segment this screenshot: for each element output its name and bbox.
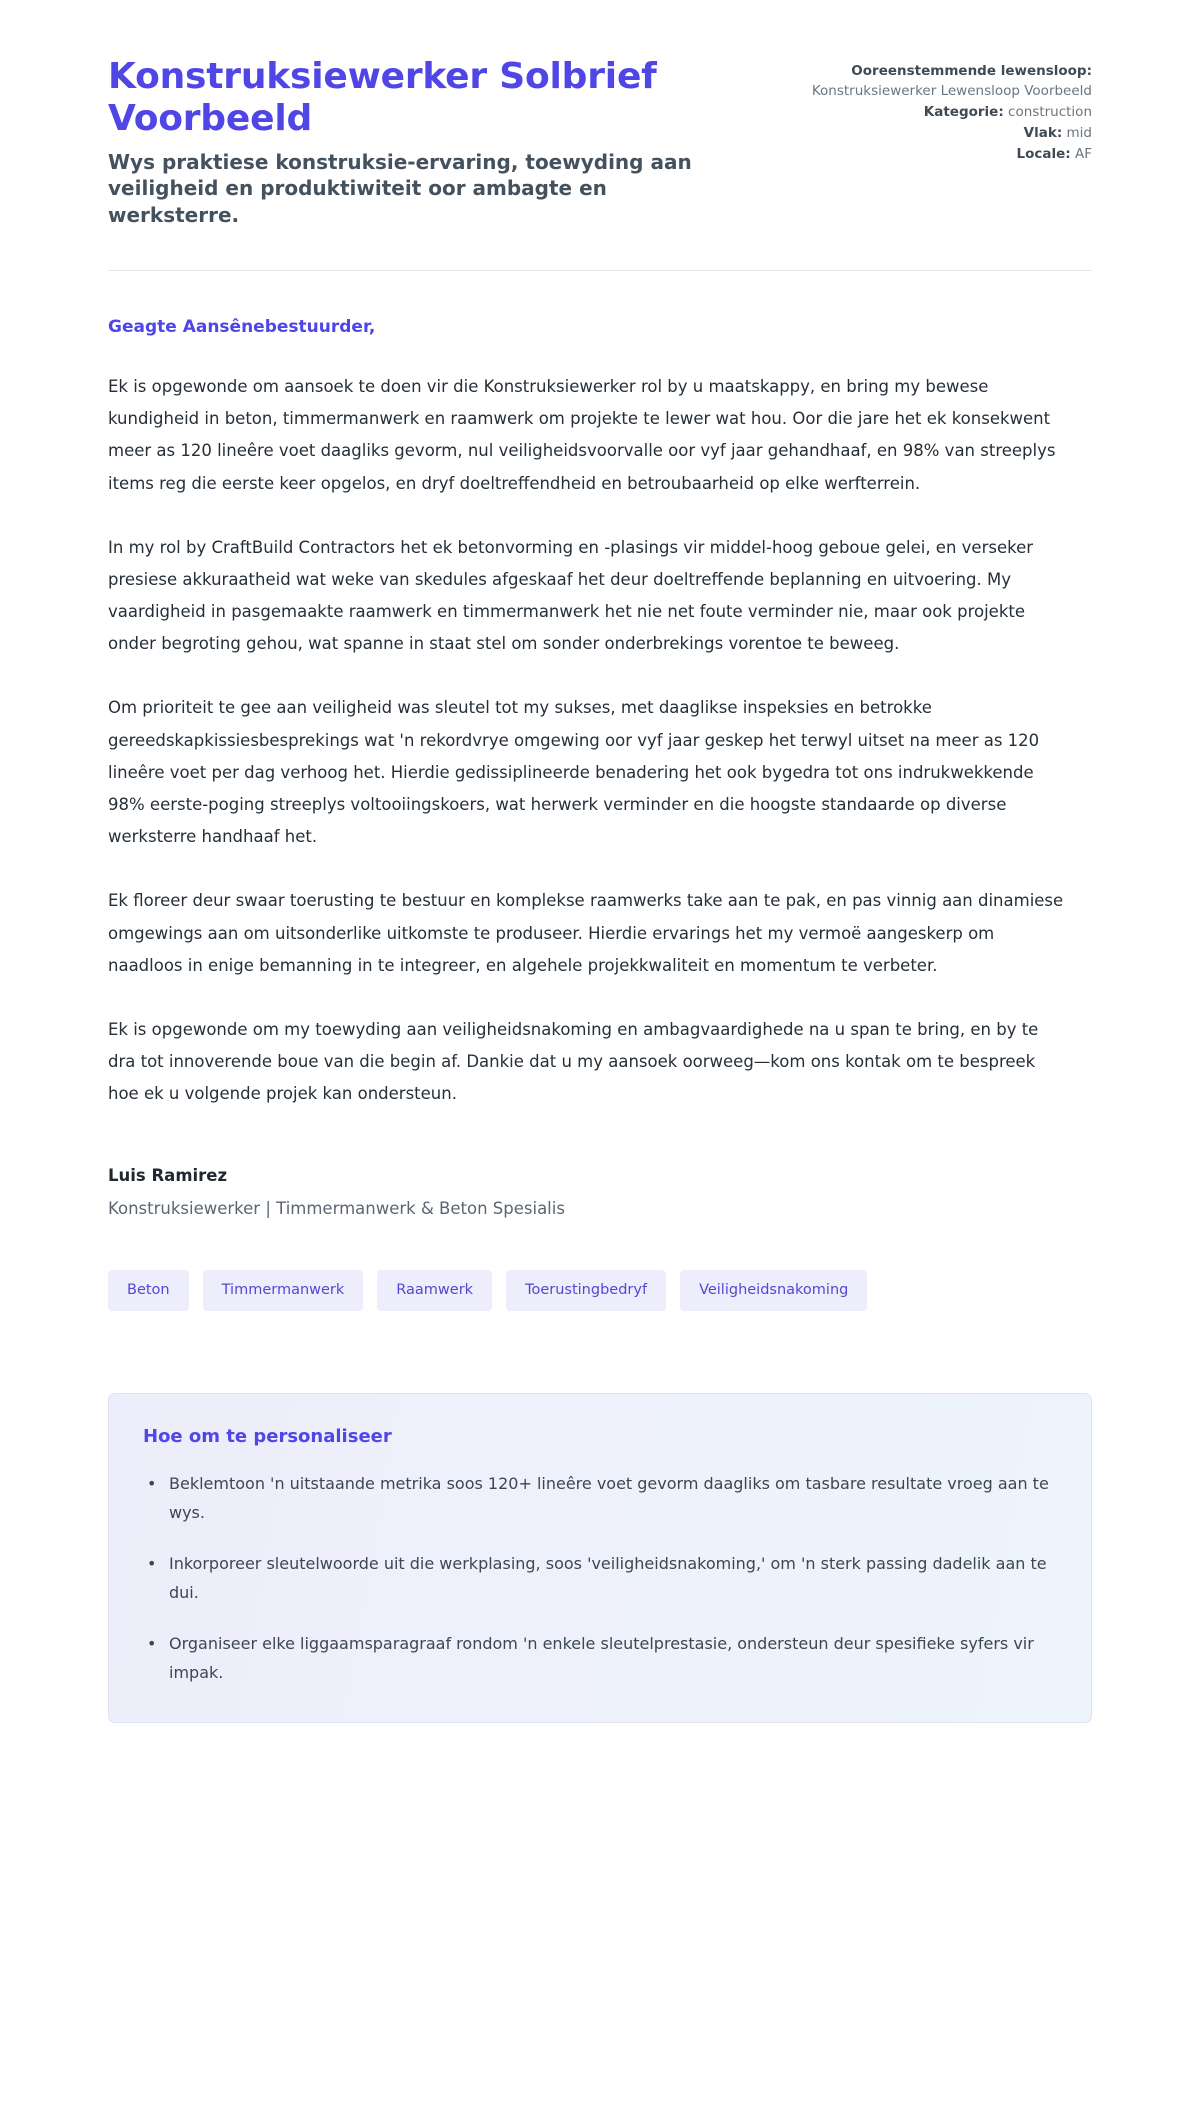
letter-paragraph: In my rol by CraftBuild Contractors het ek betonvorming en -plasings vir middel-hoog geboue gelei, en verseker presiese akkuraatheid wat weke van skedules afgeskaaf het deur doeltreffende beplanning en uitvoering. My vaardigheid in pasgemaakte raamwerk en timmermanwerk het nie net foute verminder nie, maar ook projekte onder begroting gehou, wat spanne in staat stel om sonder onderbrekings vorentoe te beweeg. xyxy=(108,537,1034,654)
tag-chip[interactable]: Raamwerk xyxy=(377,1270,492,1311)
page-subtitle: Wys praktiese konstruksie-ervaring, toewyding aan veiligheid en produktiwiteit oor ambagte en werksterre. xyxy=(108,149,692,227)
tag-chip[interactable]: Veiligheidsnakoming xyxy=(680,1270,867,1311)
metadata-value: construction xyxy=(1008,103,1092,120)
letter-body xyxy=(108,271,1092,1722)
letter-paragraph: Om prioriteit te gee aan veiligheid was sleutel tot my sukses, met daaglikse inspeksies en betrokke gereedskapkissiesbesprekings wat 'n rekordvrye omgewing oor vyf jaar geskep het terwyl uitset na meer as 120 lineêre voet per dag verhoog het. Hierdie gedissiplineerde benadering het ook bygedra tot ons indrukwekkende 98% eerste-poging streeplys voltooiingskoers, wat herwerk verminder en die hoogste standaarde op diverse werksterre handhaaf het. xyxy=(108,698,1040,847)
personalization-callout xyxy=(108,1393,1092,1723)
page-title: Konstruksiewerker Solbrief Voorbeeld xyxy=(108,56,657,140)
metadata-row-matching-resume xyxy=(802,62,1092,102)
salutation: Geagte Aansênebestuurder, xyxy=(108,317,376,338)
tag-chip[interactable]: Beton xyxy=(108,1270,189,1311)
signature-name: Luis Ramirez xyxy=(108,1166,228,1186)
metadata-row-level xyxy=(802,124,1092,144)
tag-list xyxy=(108,1270,1092,1311)
signature-role: Konstruksiewerker | Timmermanwerk & Beton Spesialis xyxy=(108,1199,565,1219)
list-item xyxy=(143,1629,1057,1687)
metadata-label: Locale: xyxy=(1016,145,1071,162)
list-item-text: Beklemtoon 'n uitstaande metrika soos 120+ lineêre voet gevorm daagliks om tasbare resultate vroeg aan te wys. xyxy=(169,1473,1049,1522)
document-metadata xyxy=(802,56,1092,166)
metadata-value: Konstruksiewerker Lewensloop Voorbeeld xyxy=(811,82,1092,99)
metadata-label: Ooreenstemmende lewensloop: xyxy=(851,63,1092,79)
metadata-value: AF xyxy=(1074,145,1092,162)
tag-chip[interactable]: Timmermanwerk xyxy=(203,1270,364,1311)
document-header xyxy=(108,56,1092,228)
signature-block xyxy=(108,1166,1092,1218)
bullet-icon: • xyxy=(147,1634,157,1654)
tag-chip[interactable]: Toerustingbedryf xyxy=(506,1270,666,1311)
list-item xyxy=(143,1469,1057,1527)
list-item-text: Organiseer elke liggaamsparagraaf rondom 'n enkele sleutelprestasie, ondersteun deur spesifieke syfers vir impak. xyxy=(169,1634,1034,1683)
metadata-label: Kategorie: xyxy=(923,103,1004,120)
callout-title: Hoe om te personaliseer xyxy=(143,1425,392,1447)
metadata-row-category xyxy=(802,103,1092,123)
metadata-value: mid xyxy=(1066,124,1092,141)
metadata-row-locale xyxy=(802,145,1092,165)
header-text-block xyxy=(108,56,762,228)
letter-paragraph: Ek is opgewonde om aansoek te doen vir die Konstruksiewerker rol by u maatskappy, en bring my bewese kundigheid in beton, timmermanwerk en raamwerk om projekte te lewer wat hou. Oor die jare het ek konsekwent meer as 120 lineêre voet daagliks gevorm, nul veiligheidsvoorvalle oor vyf jaar gehandhaaf, en 98% van streeplys items reg die eerste keer opgelos, en dryf doeltreffendheid en betroubaarheid op elke werfterrein. xyxy=(108,377,1056,493)
callout-tip-list xyxy=(143,1469,1057,1688)
letter-paragraph: Ek is opgewonde om my toewyding aan veiligheidsnakoming en ambagvaardighede na u span te bring, en by te dra tot innoverende boue van die begin af. Dankie dat u my aansoek oorweeg—kom ons kontak om te bespreek hoe ek u volgende projek kan ondersteun. xyxy=(108,1019,1039,1104)
list-item xyxy=(143,1549,1057,1607)
metadata-label: Vlak: xyxy=(1023,124,1063,141)
list-item-text: Inkorporeer sleutelwoorde uit die werkplasing, soos 'veiligheidsnakoming,' om 'n sterk passing dadelik aan te dui. xyxy=(169,1554,1047,1603)
letter-paragraph: Ek floreer deur swaar toerusting te bestuur en komplekse raamwerks take aan te pak, en pas vinnig aan dinamiese omgewings aan om uitsonderlike uitkomste te produseer. Hierdie ervarings het my vermoë aangeskerp om naadloos in enige bemanning in te integreer, en algehele projekkwaliteit en momentum te verbeter. xyxy=(108,891,1064,975)
bullet-icon: • xyxy=(147,1554,157,1574)
bullet-icon: • xyxy=(147,1473,157,1493)
